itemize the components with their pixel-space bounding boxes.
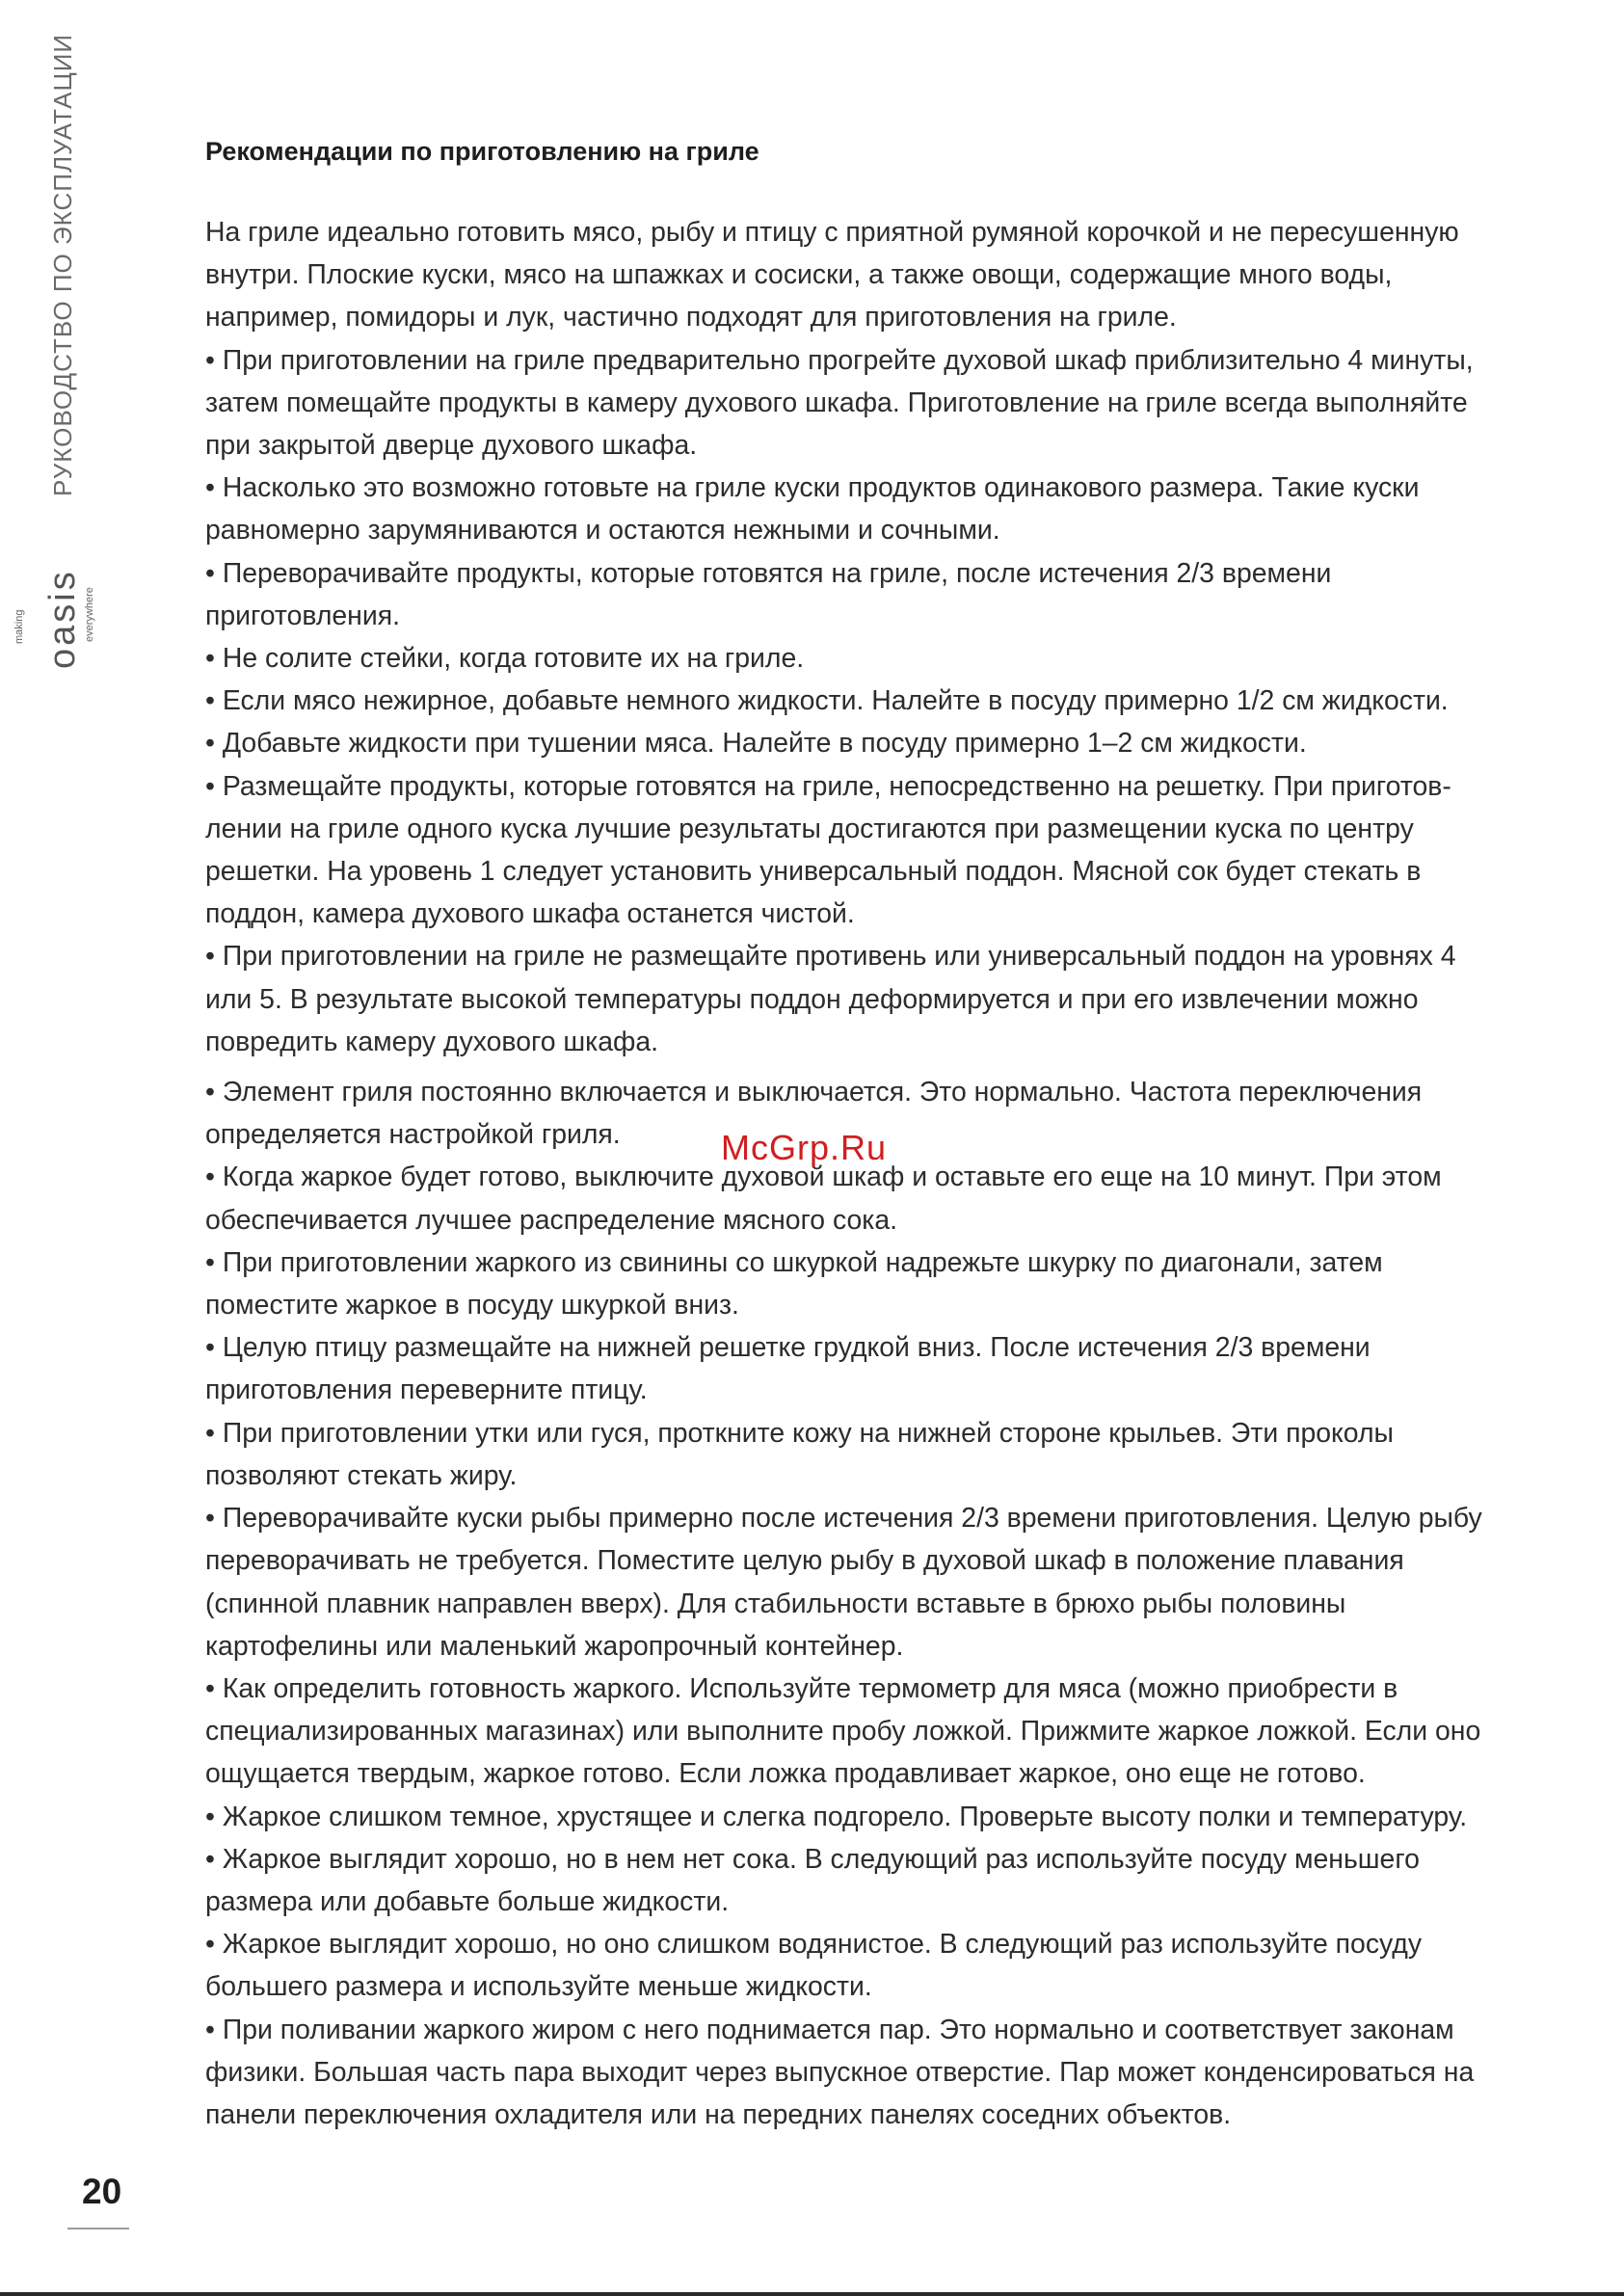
bullet-item: • При поливании жаркого жиром с него поднимается пар. Это нормально и соответствует законам физики. Большая часть пара выходит через выпускное отверстие. Пар может конденсироваться на панели переключения охладителя или на передних панелях соседних объектов. (205, 2014, 1475, 2130)
brand-name: oasis (42, 569, 83, 669)
bullet-item: • Как определить готовность жаркого. Используйте термометр для мяса (можно приобрести в специализированных магазинах) или выполните пробу ложкой. Прижмите жаркое ложкой. Если оно ощущается твердым, жаркое готово. Если ложка продавливает жаркое, оно еще не готово. (205, 1672, 1481, 1790)
intro-paragraph: На гриле идеально готовить мясо, рыбу и птицу с приятной румяной корочкой и не пересушенную внутри. Плоские куски, мясо на шпажках и сосиски, а также овощи, содержащие много воды, например, помидоры и лук, частично подходят для приготовления на гриле. (205, 217, 1459, 334)
brand-tagline-everywhere: everywhere (84, 587, 95, 642)
bullet-item: • Переворачивайте куски рыбы примерно после истечения 2/3 времени приготовления. Целую рыбу переворачивать не требуется. Поместите целую рыбу в духовой шкаф в положение плавания (спинной плавник направлен вверх). Для стабильности вставьте в брюхо рыбы половины картофелины или маленький жаропрочный контейнер. (205, 1503, 1482, 1662)
bottom-border (0, 2292, 1624, 2296)
bullet-item: • Жаркое слишком темное, хрустящее и слегка подгорело. Проверьте высоту полки и температуру. (205, 1801, 1468, 1832)
bullet-item: • Насколько это возможно готовьте на гриле куски продуктов одинакового размера. Такие куски равномерно зарумяниваются и остаются нежными и сочными. (205, 472, 1420, 547)
bullet-item: • При приготовлении на гриле не размещайте противень или универсальный поддон на уровнях 4 или 5. В результате высокой температуры поддон деформируется и при его извлечении можно повредить камеру духового шкафа. (205, 941, 1456, 1057)
bullet-item: • При приготовлении жаркого из свинины со шкуркой надрежьте шкурку по диагонали, затем поместите жаркое в посуду шкуркой вниз. (205, 1246, 1383, 1322)
bullet-item: • При приготовлении утки или гуся, проткните кожу на нижней стороне крыльев. Эти проколы позволяют стекать жиру. (205, 1417, 1394, 1491)
bullet-item: • Не солите стейки, когда готовите их на гриле. (205, 643, 805, 675)
bullet-item: • Размещайте продукты, которые готовятся на гриле, непосредственно на решетку. При приготов-лении на гриле одного куска лучшие результаты достигаются при размещении куска по центру решетки. На уровень 1 следует установить универсальный поддон. Мясной сок будет стекать в поддон, камера духового шкафа останется чистой. (205, 770, 1451, 930)
brand-logo (13, 549, 95, 670)
brand-tagline-making: making (13, 609, 25, 644)
page-number-underline (67, 2228, 129, 2229)
bullet-item: • Элемент гриля постоянно включается и выключается. Это нормально. Частота переключения определяется настройкой гриля. (205, 1077, 1423, 1151)
bullet-item: • Жаркое выглядит хорошо, но в нем нет сока. В следующий раз используйте посуду меньшего размера или добавьте больше жидкости. (205, 1843, 1420, 1917)
bullet-item: • Переворачивайте продукты, которые готовятся на гриле, после истечения 2/3 времени приготовления. (205, 557, 1332, 631)
bullet-item: • Добавьте жидкости при тушении мяса. Налейте в посуду примерно 1–2 см жидкости. (205, 728, 1307, 760)
bullet-item: • При приготовлении на гриле предварительно прогрейте духовой шкаф приблизительно 4 минуты, затем помещайте продукты в камеру духового шкафа. Приготовление на гриле всегда выполняйте при закрытой дверце духового шкафа. (205, 344, 1474, 462)
bullet-item: • Если мясо нежирное, добавьте немного жидкости. Налейте в посуду примерно 1/2 см жидкости. (205, 685, 1449, 717)
page-number: 20 (82, 2172, 122, 2211)
bullet-item: • Когда жаркое будет готово, выключите духовой шкаф и оставьте его еще на 10 минут. При этом обеспечивается лучшее распределение мясного сока. (205, 1161, 1442, 1236)
watermark: McGrp.Ru (721, 1128, 888, 1167)
document-section-title: РУКОВОДСТВО ПО ЭКСПЛУАТАЦИИ (48, 33, 77, 496)
bullet-item: • Жаркое выглядит хорошо, но оно слишком водянистое. В следующий раз используйте посуду большего размера и используйте меньше жидкости. (205, 1929, 1423, 2003)
page-heading: Рекомендации по приготовлению на гриле (205, 137, 759, 166)
bullet-item: • Целую птицу размещайте на нижней решетке грудкой вниз. После истечения 2/3 времени приготовления переверните птицу. (205, 1332, 1371, 1406)
